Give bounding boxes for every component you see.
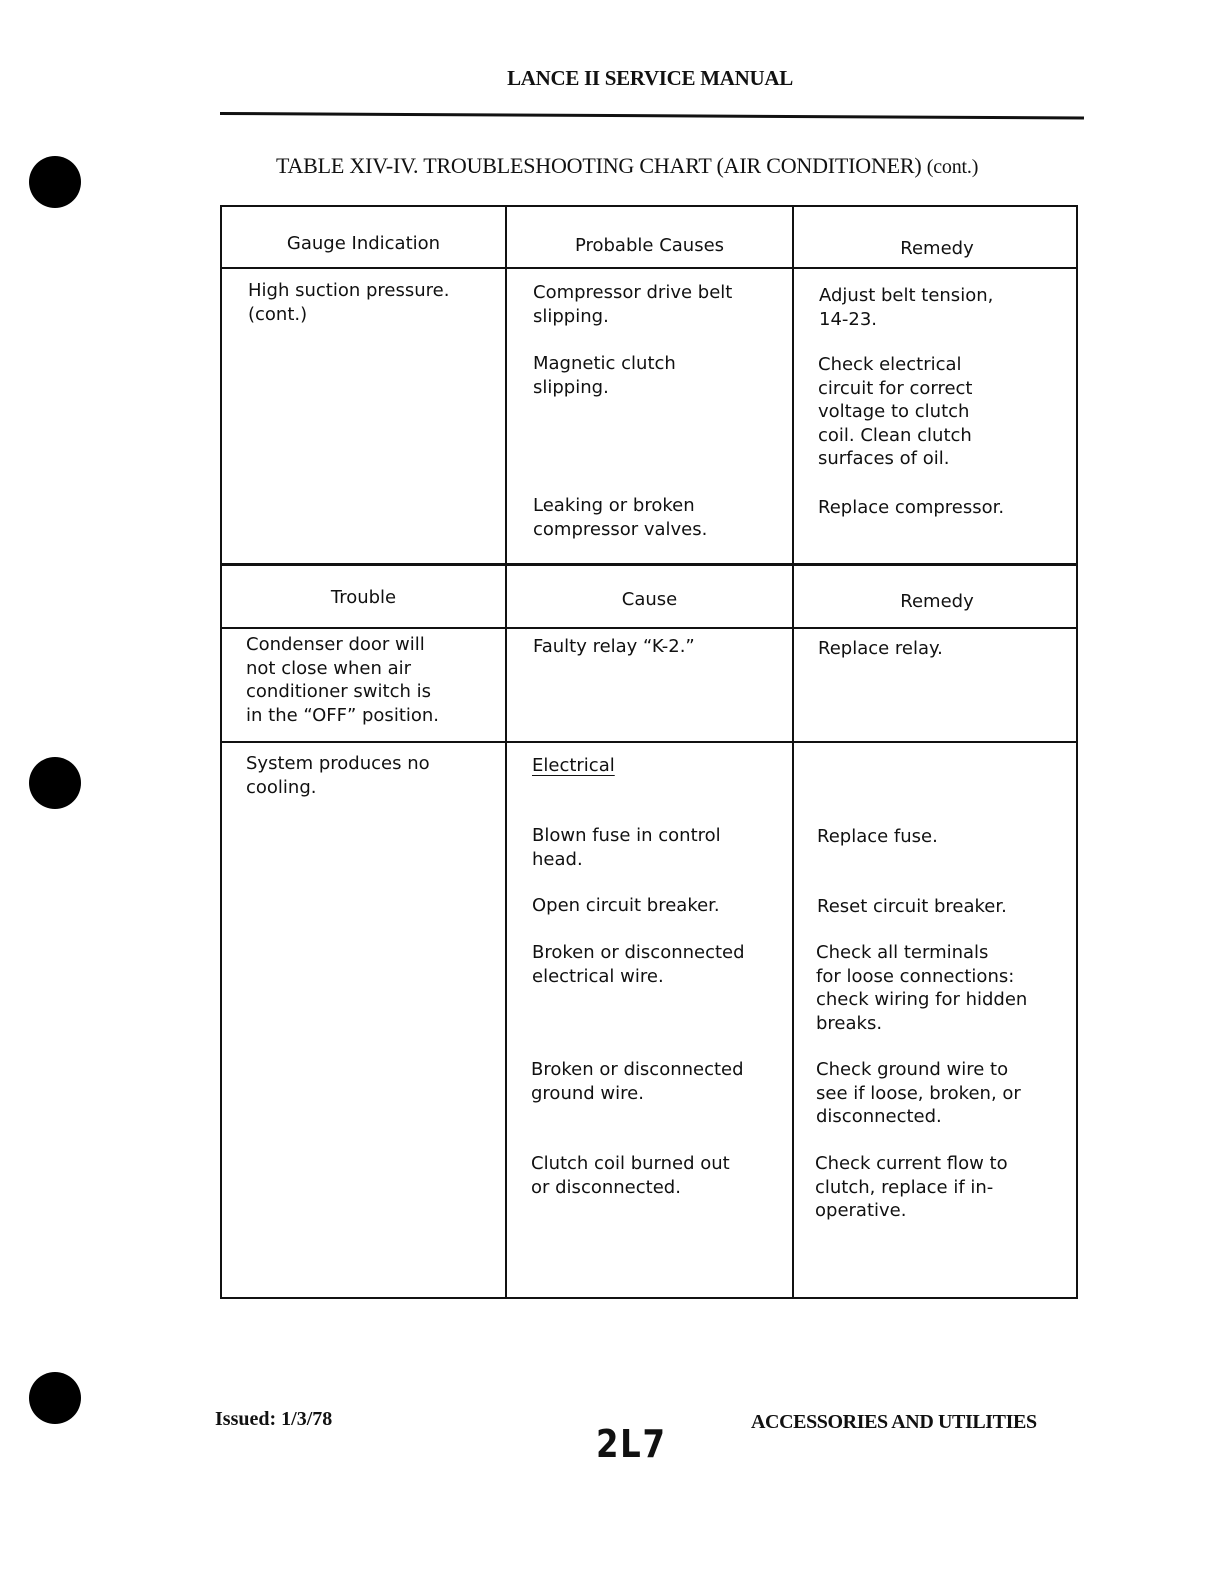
cause-cell: Open circuit breaker. [532, 895, 720, 916]
binder-hole-bottom [29, 1372, 81, 1424]
row-divider [222, 267, 1076, 269]
cause-cell: Compressor drive belt slipping. [533, 282, 733, 327]
binder-hole-middle [29, 757, 81, 809]
remedy-cell: Check electrical circuit for correct voltage to clutch coil. Clean clutch surfaces of oil. [818, 354, 973, 469]
header-cause: Cause [621, 589, 678, 610]
section-divider [222, 563, 1076, 566]
remedy-cell: Check ground wire to see if loose, broken, or disconnected. [816, 1059, 1021, 1127]
cause-cell: Clutch coil burned out or disconnected. [531, 1153, 730, 1198]
remedy-cell: Replace fuse. [817, 826, 938, 847]
manual-title: LANCE II SERVICE MANUAL [507, 66, 793, 90]
section-name: ACCESSORIES AND UTILITIES [751, 1411, 1037, 1433]
table-caption [276, 153, 978, 179]
gauge-indication-cell: High suction pressure. (cont.) [248, 280, 450, 325]
remedy-cell: Replace compressor. [818, 497, 1005, 518]
page-code: 2L7 [596, 1422, 667, 1466]
remedy-cell: Replace relay. [818, 638, 943, 659]
header-remedy: Remedy [900, 238, 974, 259]
row-divider [222, 627, 1076, 629]
cause-cell: Broken or disconnected ground wire. [531, 1059, 744, 1104]
table-caption-suffix: (cont.) [926, 156, 979, 178]
table-caption-text: TABLE XIV-IV. TROUBLESHOOTING CHART (AIR CONDITIONER) [276, 153, 922, 178]
cause-cell: Leaking or broken compressor valves. [533, 495, 708, 540]
header-trouble: Trouble [330, 587, 397, 608]
remedy-cell: Reset circuit breaker. [817, 896, 1007, 917]
cause-cell: Blown fuse in control head. [532, 825, 721, 870]
column-divider-1 [505, 207, 507, 1297]
row-divider [222, 741, 1076, 743]
header-remedy-2: Remedy [900, 591, 974, 612]
remedy-cell: Check current flow to clutch, replace if in- operative. [815, 1153, 1008, 1221]
cause-cell: Magnetic clutch slipping. [533, 353, 676, 398]
troubleshooting-table [220, 205, 1078, 1299]
issued-date: Issued: 1/3/78 [215, 1408, 333, 1430]
header-rule [220, 112, 1084, 120]
cause-cell: Faulty relay “K-2.” [533, 636, 695, 657]
column-divider-2 [792, 207, 794, 1297]
header-probable-causes: Probable Causes [574, 235, 725, 256]
header-gauge-indication: Gauge Indication [286, 233, 441, 254]
trouble-cell: Condenser door will not close when air conditioner switch is in the “OFF” position. [246, 634, 440, 726]
electrical-subheading: Electrical [532, 755, 615, 776]
cause-cell: Broken or disconnected electrical wire. [532, 942, 745, 987]
remedy-cell: Check all terminals for loose connections: check wiring for hidden breaks. [816, 942, 1028, 1034]
trouble-cell: System produces no cooling. [246, 753, 430, 798]
remedy-cell: Adjust belt tension, 14-23. [819, 285, 994, 330]
binder-hole-top [29, 156, 81, 208]
